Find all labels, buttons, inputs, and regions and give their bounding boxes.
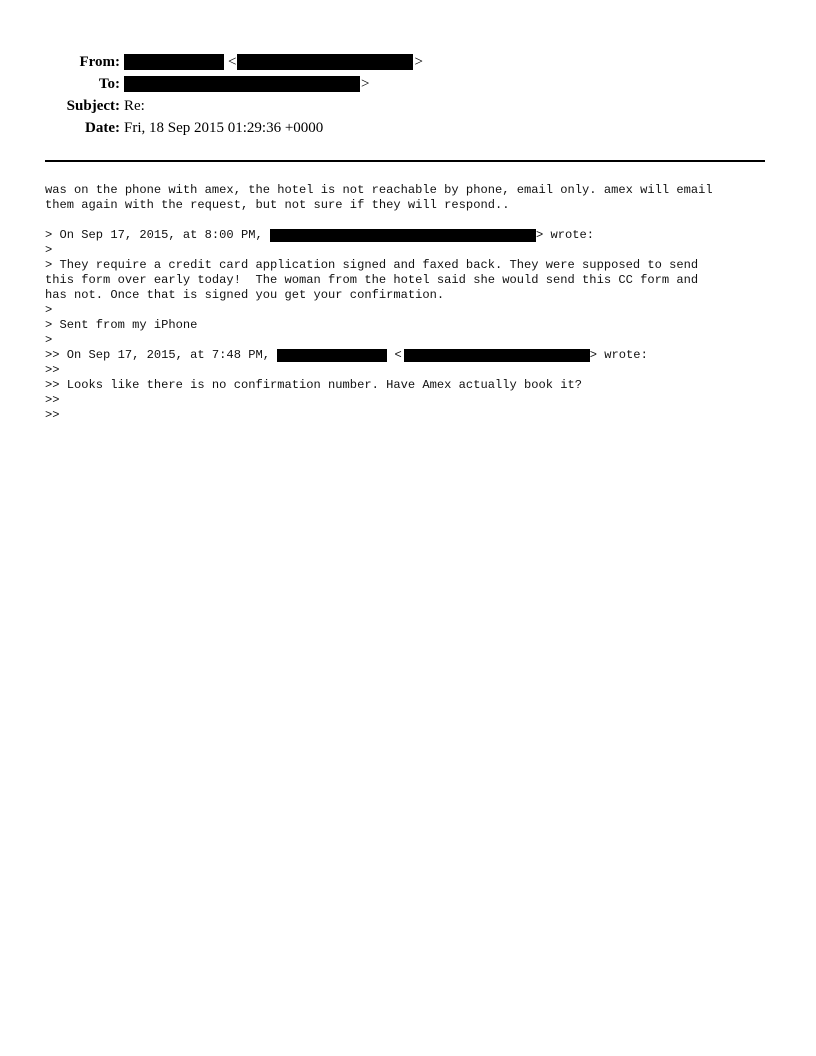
quote-angle-open: <: [387, 348, 402, 362]
subject-value: Re:: [124, 98, 145, 114]
body-line: >>: [45, 393, 60, 407]
redaction-bar: [277, 349, 387, 362]
quote-suffix: > wrote:: [589, 348, 648, 362]
quote-attribution-line: [45, 228, 775, 243]
body-line: has not. Once that is signed you get your confirmation.: [45, 288, 445, 302]
date-value: Fri, 18 Sep 2015 01:29:36 +0000: [124, 120, 324, 136]
subject-label: Subject:: [66, 98, 120, 114]
body-line: >> Looks like there is no confirmation number. Have Amex actually book it?: [45, 378, 583, 392]
body-line: [45, 213, 775, 228]
body-line: them again with the request, but not sure if they will respond..: [45, 198, 510, 212]
quote-attribution-line: [45, 348, 775, 363]
angle-open: <: [228, 54, 237, 70]
to-value: [124, 73, 370, 95]
to-label: To:: [98, 76, 120, 92]
email-body: [45, 183, 775, 423]
header-divider: [45, 160, 765, 162]
quote-prefix: > On Sep 17, 2015, at 8:00 PM,: [45, 228, 270, 242]
angle-close: >: [414, 54, 423, 70]
subject-row: [0, 95, 145, 117]
redaction-bar: [237, 54, 413, 70]
from-label: From:: [79, 54, 120, 70]
angle-close: >: [361, 76, 370, 92]
to-row: [0, 73, 370, 95]
redaction-bar: [124, 54, 224, 70]
body-line: >: [45, 303, 53, 317]
body-line: >: [45, 333, 53, 347]
date-row: [0, 117, 324, 139]
body-line: > They require a credit card application signed and faxed back. They were supposed to send: [45, 258, 699, 272]
body-line: >>: [45, 408, 60, 422]
body-line: > Sent from my iPhone: [45, 318, 198, 332]
body-line: this form over early today! The woman from the hotel said she would send this CC form and: [45, 273, 699, 287]
from-row: [0, 51, 423, 73]
redaction-bar: [124, 76, 360, 92]
redaction-bar: [404, 349, 590, 362]
date-label: Date:: [85, 120, 120, 136]
body-line: was on the phone with amex, the hotel is not reachable by phone, email only. amex will email: [45, 183, 713, 197]
redaction-bar: [270, 229, 536, 242]
body-line: >: [45, 243, 53, 257]
from-value: [124, 51, 424, 73]
body-line: >>: [45, 363, 60, 377]
quote-prefix: >> On Sep 17, 2015, at 7:48 PM,: [45, 348, 278, 362]
email-header: [0, 51, 600, 141]
quote-suffix: > wrote:: [535, 228, 595, 242]
